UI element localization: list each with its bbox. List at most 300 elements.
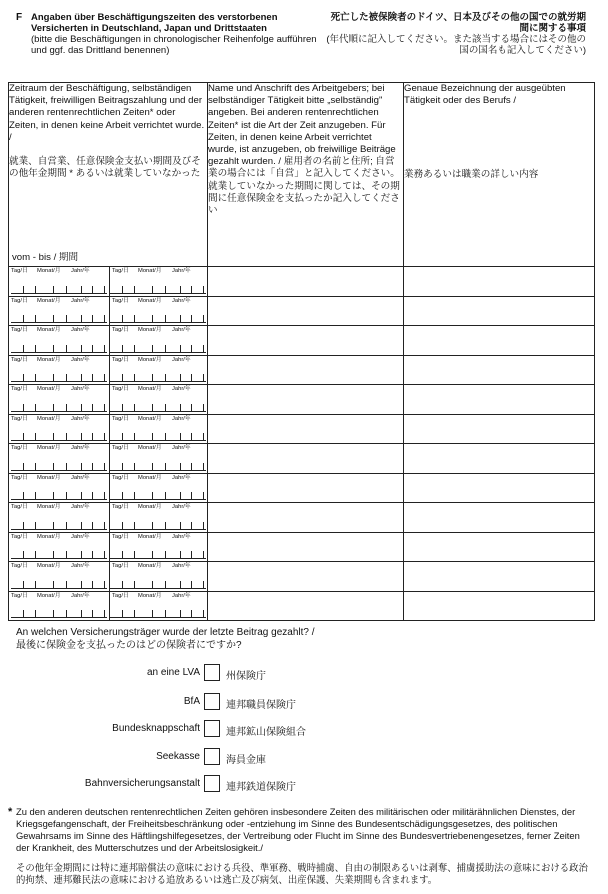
date-to[interactable] xyxy=(109,474,208,503)
occupation-cell[interactable] xyxy=(404,414,595,444)
date-labels xyxy=(112,268,208,275)
digit-divider xyxy=(104,581,105,588)
table-row xyxy=(9,503,595,533)
date-digit-boxes[interactable] xyxy=(11,371,107,382)
digit-divider xyxy=(122,463,123,470)
digit-divider xyxy=(66,433,67,440)
digit-divider xyxy=(180,581,181,588)
date-label-year: Jahr/年 xyxy=(71,445,90,451)
digit-divider xyxy=(122,492,123,499)
digit-divider xyxy=(35,581,36,588)
digit-divider xyxy=(66,610,67,617)
digit-divider xyxy=(104,374,105,381)
digit-divider xyxy=(81,404,82,411)
date-label-day: Tag/日 xyxy=(11,327,28,333)
digit-divider xyxy=(53,522,54,529)
digit-divider xyxy=(66,404,67,411)
digit-divider xyxy=(191,286,192,293)
date-to[interactable] xyxy=(109,533,208,562)
employer-cell[interactable] xyxy=(208,503,404,533)
digit-divider xyxy=(81,345,82,352)
date-label-year: Jahr/年 xyxy=(172,386,191,392)
date-label-month: Monat/月 xyxy=(138,415,162,422)
date-digit-boxes[interactable] xyxy=(11,548,107,559)
period-cell[interactable] xyxy=(9,355,208,385)
date-label-month: Monat/月 xyxy=(138,268,162,274)
date-label-month: Monat/月 xyxy=(138,533,162,540)
digit-divider xyxy=(122,522,123,529)
digit-divider xyxy=(152,492,153,499)
period-cell[interactable] xyxy=(9,444,208,474)
digit-divider xyxy=(134,463,135,470)
date-digit-boxes[interactable] xyxy=(11,401,107,412)
employer-cell[interactable] xyxy=(208,414,404,444)
digit-divider xyxy=(165,551,166,558)
digit-divider xyxy=(152,286,153,293)
insurer-option-jp: 連邦鉄道保険庁 xyxy=(226,782,296,793)
employer-cell[interactable] xyxy=(208,444,404,474)
digit-divider xyxy=(191,522,192,529)
occupation-cell[interactable] xyxy=(404,532,595,562)
table-row xyxy=(9,473,595,503)
digit-divider xyxy=(134,404,135,411)
digit-divider xyxy=(122,610,123,617)
occupation-cell[interactable] xyxy=(404,355,595,385)
digit-divider xyxy=(81,522,82,529)
digit-divider xyxy=(92,286,93,293)
date-label-year: Jahr/年 xyxy=(71,268,90,274)
date-digit-boxes[interactable] xyxy=(11,430,107,441)
date-label-month: Monat/月 xyxy=(138,297,162,304)
date-label-day: Tag/日 xyxy=(11,268,28,274)
date-label-day: Tag/日 xyxy=(11,592,28,599)
date-to[interactable] xyxy=(109,503,208,532)
date-digit-boxes[interactable] xyxy=(110,607,206,618)
date-labels xyxy=(11,445,107,452)
date-label-month: Monat/月 xyxy=(138,504,162,510)
date-digit-boxes[interactable] xyxy=(11,460,107,471)
date-label-year: Jahr/年 xyxy=(71,386,90,392)
date-label-day: Tag/日 xyxy=(11,356,28,363)
date-label-day: Tag/日 xyxy=(112,445,129,451)
period-cell[interactable] xyxy=(9,503,208,533)
section-title-de xyxy=(31,12,321,56)
date-to[interactable] xyxy=(109,267,208,296)
digit-divider xyxy=(81,463,82,470)
digit-divider xyxy=(35,522,36,529)
digit-divider xyxy=(165,374,166,381)
table-row xyxy=(9,591,595,621)
digit-divider xyxy=(134,522,135,529)
date-labels xyxy=(11,593,107,600)
digit-divider xyxy=(81,492,82,499)
digit-divider xyxy=(165,610,166,617)
digit-divider xyxy=(122,404,123,411)
date-to[interactable] xyxy=(109,326,208,355)
date-label-month: Monat/月 xyxy=(138,592,162,599)
date-from[interactable] xyxy=(11,474,107,503)
date-label-day: Tag/日 xyxy=(112,386,129,392)
date-label-day: Tag/日 xyxy=(11,474,28,481)
digit-divider xyxy=(152,433,153,440)
digit-divider xyxy=(191,404,192,411)
digit-divider xyxy=(122,374,123,381)
date-labels xyxy=(11,268,107,275)
employer-cell[interactable] xyxy=(208,355,404,385)
date-digit-boxes[interactable] xyxy=(11,607,107,618)
insurer-option-de: an eine LVA xyxy=(146,667,200,678)
date-from[interactable] xyxy=(11,592,107,621)
date-label-day: Tag/日 xyxy=(11,445,28,451)
date-label-month: Monat/月 xyxy=(138,386,162,392)
date-labels xyxy=(11,475,107,482)
digit-divider xyxy=(23,551,24,558)
date-from[interactable] xyxy=(11,267,107,296)
date-digit-boxes[interactable] xyxy=(11,578,107,589)
section-title-de-note: (bitte die Beschäftigungen in chronologischer Reihenfolge aufführen und ggf. das Drittland benennen) xyxy=(31,34,317,56)
occupation-cell[interactable] xyxy=(404,562,595,592)
digit-divider xyxy=(165,315,166,322)
date-to[interactable] xyxy=(109,385,208,414)
date-label-year: Jahr/年 xyxy=(71,533,90,540)
occupation-cell[interactable] xyxy=(404,326,595,356)
date-from[interactable] xyxy=(11,415,107,444)
digit-divider xyxy=(180,551,181,558)
digit-divider xyxy=(191,581,192,588)
digit-divider xyxy=(203,374,204,381)
period-cell[interactable] xyxy=(9,414,208,444)
date-label-month: Monat/月 xyxy=(138,474,162,481)
digit-divider xyxy=(203,492,204,499)
insurer-checkbox[interactable] xyxy=(204,748,220,765)
employer-cell[interactable] xyxy=(208,296,404,326)
digit-divider xyxy=(35,433,36,440)
occupation-cell[interactable] xyxy=(404,591,595,621)
date-digit-boxes[interactable] xyxy=(11,312,107,323)
employer-cell[interactable] xyxy=(208,532,404,562)
date-digit-boxes[interactable] xyxy=(110,371,206,382)
date-label-year: Jahr/年 xyxy=(172,356,191,363)
digit-divider xyxy=(81,610,82,617)
date-labels xyxy=(112,504,208,511)
digit-divider xyxy=(35,610,36,617)
occupation-cell[interactable] xyxy=(404,385,595,415)
digit-divider xyxy=(104,315,105,322)
digit-divider xyxy=(180,315,181,322)
digit-divider xyxy=(191,345,192,352)
digit-divider xyxy=(53,286,54,293)
table-row xyxy=(9,385,595,415)
date-from[interactable] xyxy=(11,503,107,532)
digit-divider xyxy=(35,463,36,470)
section-title-jp-note: (年代順に記入してください。また該当する場合にはその他の国の国名も記入してください) xyxy=(326,34,586,56)
digit-divider xyxy=(191,463,192,470)
date-label-day: Tag/日 xyxy=(112,474,129,481)
insurer-option xyxy=(0,720,608,738)
digit-divider xyxy=(203,404,204,411)
footnote-jp: その他年金期間には特に連邦賠償法の意味における兵役、準軍務、戦時捕虜、自由の制限あるいは剥奪、捕虜援助法の意味における政治的拘禁、連邦難民法の意味における追放あるいは逃亡及び病気、出産保護、失業期間も含まれます。 xyxy=(16,862,588,885)
section-title-jp xyxy=(326,12,586,56)
date-from[interactable] xyxy=(11,297,107,326)
occupation-cell[interactable] xyxy=(404,503,595,533)
insurer-option xyxy=(0,664,608,682)
date-label-month: Monat/月 xyxy=(37,533,61,540)
digit-divider xyxy=(180,522,181,529)
digit-divider xyxy=(134,345,135,352)
digit-divider xyxy=(180,345,181,352)
insurer-option-de: Bahnversicherungsanstalt xyxy=(84,778,200,789)
digit-divider xyxy=(152,374,153,381)
digit-divider xyxy=(53,345,54,352)
occupation-cell[interactable] xyxy=(404,444,595,474)
digit-divider xyxy=(165,522,166,529)
date-label-year: Jahr/年 xyxy=(172,592,191,599)
table-row xyxy=(9,267,595,297)
date-labels xyxy=(11,416,107,423)
date-to[interactable] xyxy=(109,562,208,591)
date-to[interactable] xyxy=(109,415,208,444)
insurer-checkbox[interactable] xyxy=(204,664,220,681)
digit-divider xyxy=(92,315,93,322)
digit-divider xyxy=(66,492,67,499)
digit-divider xyxy=(104,404,105,411)
date-digit-boxes[interactable] xyxy=(11,283,107,294)
date-labels xyxy=(11,327,107,334)
digit-divider xyxy=(66,463,67,470)
digit-divider xyxy=(81,286,82,293)
date-label-month: Monat/月 xyxy=(138,327,162,333)
employer-cell[interactable] xyxy=(208,591,404,621)
date-from[interactable] xyxy=(11,562,107,591)
header-period-jp: 就業、自営業、任意保険金支払い期間及びその他年金期間 * あるいは就業していなかった xyxy=(9,156,201,180)
digit-divider xyxy=(35,345,36,352)
digit-divider xyxy=(180,404,181,411)
digit-divider xyxy=(165,581,166,588)
header-period-de: Zeitraum der Beschäftigung, selbständigen Tätigkeit, freiwilligen Beitragszahlung und der anderen rentenrechtlichen Zeiten* oder Zeiten, in denen keine Arbeit verrichtet wurde. / xyxy=(9,83,205,143)
digit-divider xyxy=(81,374,82,381)
digit-divider xyxy=(203,610,204,617)
date-labels xyxy=(112,475,208,482)
period-cell[interactable] xyxy=(9,326,208,356)
table-header-row xyxy=(9,83,595,267)
employer-cell[interactable] xyxy=(208,473,404,503)
period-cell[interactable] xyxy=(9,385,208,415)
period-cell[interactable] xyxy=(9,591,208,621)
digit-divider xyxy=(53,492,54,499)
date-digit-boxes[interactable] xyxy=(110,430,206,441)
table-row xyxy=(9,326,595,356)
date-digit-boxes[interactable] xyxy=(110,460,206,471)
date-digit-boxes[interactable] xyxy=(110,401,206,412)
date-to[interactable] xyxy=(109,444,208,473)
date-labels xyxy=(112,327,208,334)
digit-divider xyxy=(134,286,135,293)
table-row xyxy=(9,444,595,474)
date-label-year: Jahr/年 xyxy=(71,504,90,510)
date-labels xyxy=(112,357,208,364)
header-period xyxy=(9,83,208,267)
digit-divider xyxy=(92,551,93,558)
occupation-cell[interactable] xyxy=(404,267,595,297)
date-digit-boxes[interactable] xyxy=(110,578,206,589)
insurer-question xyxy=(16,626,315,652)
date-digit-boxes[interactable] xyxy=(110,342,206,353)
date-from[interactable] xyxy=(11,326,107,355)
digit-divider xyxy=(23,374,24,381)
digit-divider xyxy=(122,433,123,440)
digit-divider xyxy=(104,610,105,617)
date-label-month: Monat/月 xyxy=(37,474,61,481)
digit-divider xyxy=(81,315,82,322)
digit-divider xyxy=(92,610,93,617)
digit-divider xyxy=(92,463,93,470)
employer-cell[interactable] xyxy=(208,385,404,415)
date-label-day: Tag/日 xyxy=(112,415,129,422)
digit-divider xyxy=(203,286,204,293)
date-labels xyxy=(11,357,107,364)
date-label-month: Monat/月 xyxy=(37,504,61,510)
date-label-year: Jahr/年 xyxy=(172,504,191,510)
date-label-month: Monat/月 xyxy=(37,268,61,274)
date-label-month: Monat/月 xyxy=(37,386,61,392)
date-from[interactable] xyxy=(11,533,107,562)
date-label-year: Jahr/年 xyxy=(172,268,191,274)
digit-divider xyxy=(165,463,166,470)
table-row xyxy=(9,296,595,326)
digit-divider xyxy=(66,286,67,293)
insurer-option xyxy=(0,748,608,766)
date-labels xyxy=(112,445,208,452)
date-from[interactable] xyxy=(11,356,107,385)
date-label-year: Jahr/年 xyxy=(71,563,90,569)
date-label-year: Jahr/年 xyxy=(71,415,90,422)
insurer-checkbox[interactable] xyxy=(204,693,220,710)
digit-divider xyxy=(53,463,54,470)
header-employer xyxy=(208,83,404,267)
digit-divider xyxy=(23,286,24,293)
date-to[interactable] xyxy=(109,356,208,385)
digit-divider xyxy=(81,433,82,440)
header-employer-text: Name und Anschrift des Arbeitgebers; bei selbständiger Tätigkeit bitte „selbständig" angeben. Bei anderen rentenrechtlichen Zeiten* ist die Art der Zeit anzugeben. Für Zeiten, in denen keine Arbeit verrichtet wurde, ist anzugeben, ob freiwillige Beiträge gezahlt wurden. / 雇用者の名前と住所; 自営業の場合には「自営」と記入してください。就業していなかった期間に関しては、その期間に任意保険金を支払ったか記入してください xyxy=(208,83,400,217)
digit-divider xyxy=(191,433,192,440)
digit-divider xyxy=(152,463,153,470)
digit-divider xyxy=(35,286,36,293)
digit-divider xyxy=(165,433,166,440)
date-label-year: Jahr/年 xyxy=(172,563,191,569)
insurer-question-de: An welchen Versicherungsträger wurde der letzte Beitrag gezahlt? / xyxy=(16,627,315,638)
digit-divider xyxy=(23,345,24,352)
date-digit-boxes[interactable] xyxy=(110,489,206,500)
digit-divider xyxy=(191,315,192,322)
employer-cell[interactable] xyxy=(208,267,404,297)
date-label-day: Tag/日 xyxy=(112,563,129,569)
date-label-day: Tag/日 xyxy=(112,297,129,304)
date-label-year: Jahr/年 xyxy=(172,445,191,451)
digit-divider xyxy=(134,610,135,617)
digit-divider xyxy=(180,286,181,293)
digit-divider xyxy=(53,433,54,440)
date-labels xyxy=(112,416,208,423)
digit-divider xyxy=(122,315,123,322)
digit-divider xyxy=(165,492,166,499)
digit-divider xyxy=(92,404,93,411)
insurer-checkbox[interactable] xyxy=(204,720,220,737)
period-cell[interactable] xyxy=(9,562,208,592)
date-label-year: Jahr/年 xyxy=(71,356,90,363)
date-digit-boxes[interactable] xyxy=(110,312,206,323)
date-to[interactable] xyxy=(109,297,208,326)
date-label-year: Jahr/年 xyxy=(71,474,90,481)
period-cell[interactable] xyxy=(9,267,208,297)
date-label-day: Tag/日 xyxy=(112,327,129,333)
occupation-cell[interactable] xyxy=(404,473,595,503)
digit-divider xyxy=(134,551,135,558)
digit-divider xyxy=(152,581,153,588)
digit-divider xyxy=(203,581,204,588)
digit-divider xyxy=(23,581,24,588)
digit-divider xyxy=(92,492,93,499)
date-digit-boxes[interactable] xyxy=(110,519,206,530)
digit-divider xyxy=(66,522,67,529)
period-cell[interactable] xyxy=(9,473,208,503)
digit-divider xyxy=(180,610,181,617)
digit-divider xyxy=(104,551,105,558)
digit-divider xyxy=(23,492,24,499)
digit-divider xyxy=(134,315,135,322)
digit-divider xyxy=(66,345,67,352)
date-digit-boxes[interactable] xyxy=(110,548,206,559)
digit-divider xyxy=(35,374,36,381)
table-row xyxy=(9,355,595,385)
table-row xyxy=(9,532,595,562)
digit-divider xyxy=(23,315,24,322)
digit-divider xyxy=(66,581,67,588)
digit-divider xyxy=(53,404,54,411)
employer-cell[interactable] xyxy=(208,326,404,356)
date-label-day: Tag/日 xyxy=(11,386,28,392)
header-period-range: vom - bis / 期間 xyxy=(12,251,79,263)
date-from[interactable] xyxy=(11,444,107,473)
date-digit-boxes[interactable] xyxy=(11,342,107,353)
date-to[interactable] xyxy=(109,592,208,621)
digit-divider xyxy=(53,610,54,617)
employer-cell[interactable] xyxy=(208,562,404,592)
date-digit-boxes[interactable] xyxy=(11,519,107,530)
digit-divider xyxy=(104,463,105,470)
period-cell[interactable] xyxy=(9,296,208,326)
insurer-option-jp: 連邦鉱山保険組合 xyxy=(226,727,306,738)
date-digit-boxes[interactable] xyxy=(110,283,206,294)
digit-divider xyxy=(122,286,123,293)
date-digit-boxes[interactable] xyxy=(11,489,107,500)
digit-divider xyxy=(203,522,204,529)
digit-divider xyxy=(165,345,166,352)
occupation-cell[interactable] xyxy=(404,296,595,326)
digit-divider xyxy=(191,492,192,499)
digit-divider xyxy=(81,581,82,588)
insurer-option-de: BfA xyxy=(183,696,200,707)
insurer-option-jp: 連邦職員保険庁 xyxy=(226,700,296,711)
period-cell[interactable] xyxy=(9,532,208,562)
date-from[interactable] xyxy=(11,385,107,414)
employment-table xyxy=(8,82,595,621)
digit-divider xyxy=(66,374,67,381)
date-labels xyxy=(11,386,107,393)
insurer-checkbox[interactable] xyxy=(204,775,220,792)
date-labels xyxy=(11,298,107,305)
date-label-month: Monat/月 xyxy=(37,445,61,451)
digit-divider xyxy=(104,522,105,529)
